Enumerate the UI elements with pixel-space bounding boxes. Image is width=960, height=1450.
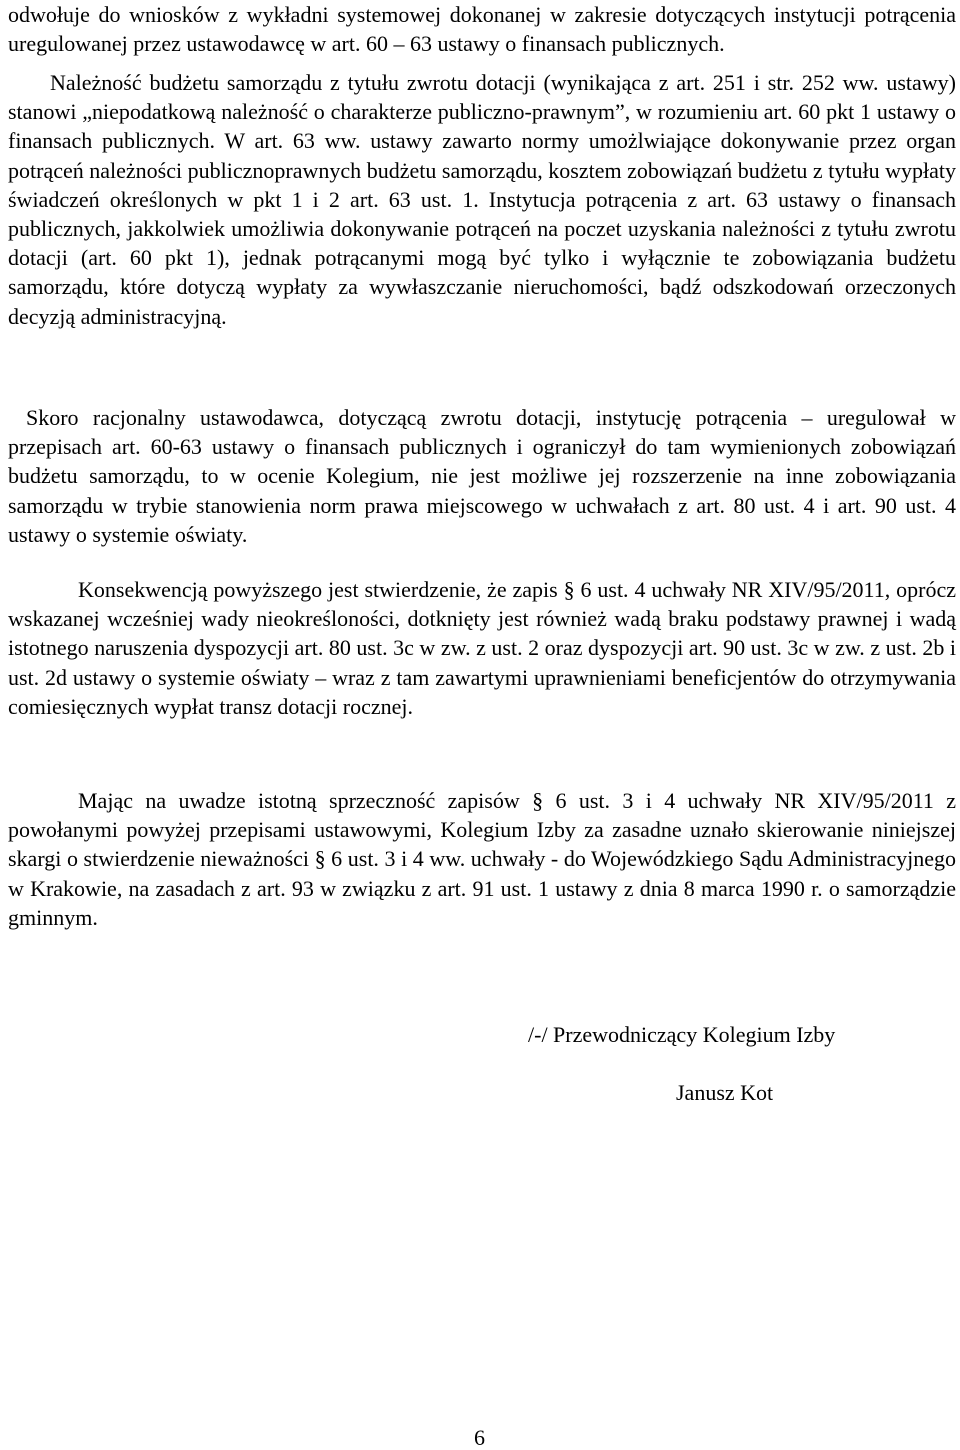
paragraph-legislator: Skoro racjonalny ustawodawca, dotyczącą zwrotu dotacji, instytucję potrącenia – uregulował w przepisach art. 60-63 ustawy o finansach publicznych i ograniczył do tam wymienionych zobowiązań budżetu samorządu, to w ocenie Kolegium, nie jest możliwe jej rozszerzenie na inne zobowiązania samorządu w trybie stanowienia norm prawa miejscowego w uchwałach z art. 80 ust. 4 i art. 90 ust. 4 ustawy o systemie oświaty.: [8, 405, 956, 547]
page-number: 6: [474, 1425, 485, 1450]
paragraph-continuation: odwołuje do wniosków z wykładni systemowej dokonanej w zakresie dotyczących instytucji potrącenia uregulowanej przez ustawodawcę w art. 60 – 63 ustawy o finansach publicznych.: [8, 2, 956, 57]
paragraph-receivable: Należność budżetu samorządu z tytułu zwrotu dotacji (wynikająca z art. 251 i str. 252 ww. ustawy) stanowi „niepodatkową należność o charakterze publiczno-prawnym”, w rozumieniu art. 60 pkt 1 ustawy o finansach publicznych. W art. 63 ww. ustawy zawarto normy umożlwiające dokonywanie przez organ potrąceń należności publicznoprawnych budżetu samorządu, kosztem zobowiązań budżetu z tytułu wypłaty świadczeń określonych w pkt 1 i 2 art. 63 ust. 1. Instytucja potrącenia z art. 63 ustawy o finansach publicznych, jakkolwiek umożliwia dokonywanie potrąceń na poczet uzyskania należności z tytułu zwrotu dotacji (art. 60 pkt 1), jednak potrącanymi mogą być tylko i wyłącznie te zobowiązania budżetu samorządu, które dotyczą wypłaty za wywłaszczanie nieruchomości, bądź odszkodowań orzeczonych decyzją administracyjną.: [8, 70, 956, 329]
signature-title: /-/ Przewodniczący Kolegium Izby: [528, 1022, 836, 1047]
signature-name: Janusz Kot: [676, 1080, 774, 1105]
paragraph-consequence: Konsekwencją powyższego jest stwierdzenie, że zapis § 6 ust. 4 uchwały NR XIV/95/2011, oprócz wskazanej wcześniej wady nieokreśloności, dotknięty jest również wadą braku podstawy prawnej i wadą istotnego naruszenia dyspozycji art. 80 ust. 3c w zw. z ust. 2 oraz dyspozycji art. 90 ust. 3c w zw. z ust. 2b i ust. 2d ustawy o systemie oświaty – wraz z tam zawartymi uprawnieniami beneficjentów do otrzymywania comiesięcznych wypłat transz dotacji rocznej.: [8, 577, 956, 719]
paragraph-conclusion: Mając na uwadze istotną sprzeczność zapisów § 6 ust. 3 i 4 uchwały NR XIV/95/2011 z powołanymi powyżej przepisami ustawowymi, Kolegium Izby za zasadne uznało skierowanie niniejszej skargi o stwierdzenie nieważności § 6 ust. 3 i 4 ww. uchwały - do Wojewódzkiego Sądu Administracyjnego w Krakowie, na zasadach z art. 93 w związku z art. 91 ust. 1 ustawy z dnia 8 marca 1990 r. o samorządzie gminnym.: [8, 788, 956, 930]
